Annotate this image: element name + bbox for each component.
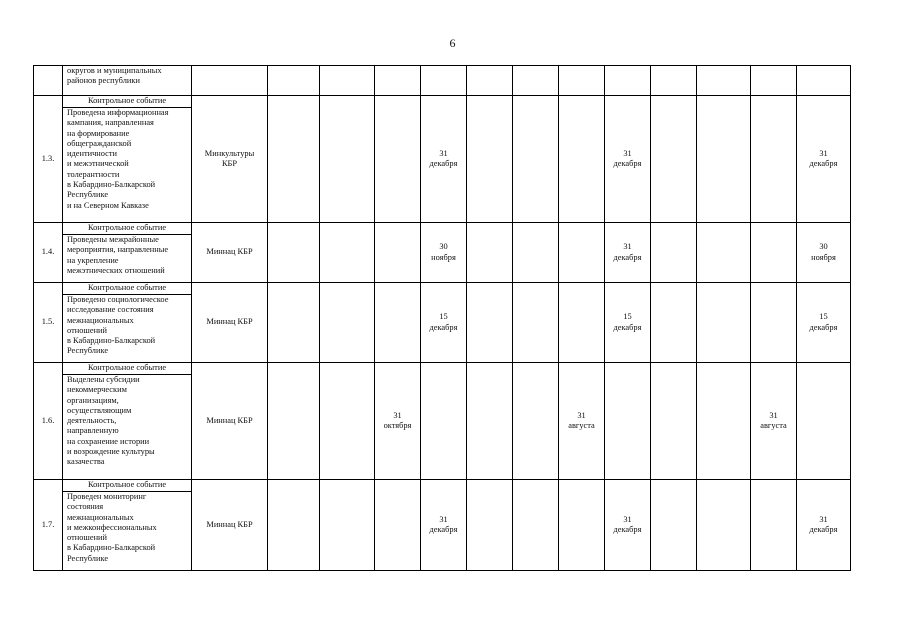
date-day: 31 [439,514,448,524]
event-text-cell: Выделены субсидии некоммерческим организациям, осуществляющим деятельность, направленную на сохранение истории и возрождение культуры казачества [63,375,192,480]
date-day: 31 [393,410,402,420]
row-number-cell: 1.6. [34,363,63,480]
empty-cell [513,66,559,96]
date-cell [797,480,851,571]
event-text-cell: Проведен мониторинг состояния межнациональных и межконфессиональных отношений в Кабардино-Балкарской Республике [63,492,192,571]
empty-cell [467,66,513,96]
date-cell [605,223,651,283]
event-text-cell: Проведены межрайонные мероприятия, направленные на укрепление межэтнических отношений [63,235,192,283]
date-cell [421,480,467,571]
executor-cell: Миннац КБР [192,223,268,283]
empty-cell [797,363,851,480]
date-month: декабря [429,159,458,168]
date-day: 31 [623,242,632,252]
empty-cell [797,66,851,96]
date-cell [605,96,651,223]
empty-cell [320,96,375,223]
date-month: декабря [809,322,838,332]
empty-cell [697,96,751,223]
date-cell [797,96,851,223]
empty-cell [559,283,605,363]
empty-cell [651,363,697,480]
date-month: декабря [429,322,458,332]
empty-cell [268,480,320,571]
date-cell [605,480,651,571]
empty-cell [751,480,797,571]
empty-cell [467,283,513,363]
empty-cell [751,283,797,363]
empty-cell [751,96,797,223]
empty-cell [651,66,697,96]
date-cell [375,363,421,480]
date-month: августа [568,421,595,430]
date-month: декабря [613,525,642,534]
date-month: октября [383,421,412,430]
empty-cell [421,66,467,96]
table-row [34,66,851,96]
empty-cell [751,223,797,283]
empty-cell [513,223,559,283]
row-number-cell: 1.4. [34,223,63,283]
table-row [34,283,851,295]
empty-cell [320,66,375,96]
empty-cell [513,480,559,571]
date-month: декабря [429,525,458,534]
empty-cell [421,363,467,480]
empty-cell [513,96,559,223]
table-row [34,480,851,492]
control-event-label: Контрольное событие [63,480,192,492]
date-day: 15 [623,312,632,322]
schedule-table [33,65,851,571]
empty-cell [697,363,751,480]
date-month: декабря [809,159,838,168]
empty-cell [268,223,320,283]
control-event-label: Контрольное событие [63,283,192,295]
executor-cell: Миннац КБР [192,363,268,480]
date-day: 31 [819,148,828,158]
empty-cell [697,283,751,363]
date-month: декабря [613,322,642,332]
empty-cell [375,283,421,363]
date-cell [421,283,467,363]
empty-cell [697,480,751,571]
event-text-cell: Проведена информационная кампания, направленная на формирование общегражданской идентичности и межэтнической толерантности в Кабардино-Балкарской Республике и на Северном Кавказе [63,108,192,223]
empty-cell [268,363,320,480]
empty-cell [192,66,268,96]
date-cell [605,283,651,363]
event-text-cell: Проведено социологическое исследование состояния межнациональных отношений в Кабардино-Балкарской Республике [63,295,192,363]
date-day: 30 [439,242,448,252]
date-day: 31 [769,410,778,420]
empty-cell [697,223,751,283]
control-event-label: Контрольное событие [63,363,192,375]
executor-cell: Минкультуры КБР [192,96,268,223]
empty-cell [268,96,320,223]
empty-cell [375,66,421,96]
empty-cell [320,283,375,363]
empty-cell [697,66,751,96]
row-number-cell: 1.7. [34,480,63,571]
date-month: ноября [811,252,836,262]
date-day: 31 [623,514,632,524]
date-cell [559,363,605,480]
date-cell [797,283,851,363]
empty-cell [320,223,375,283]
empty-cell [375,96,421,223]
empty-cell [513,283,559,363]
row-number-cell: 1.5. [34,283,63,363]
page-number: 6 [449,36,456,50]
date-cell [421,223,467,283]
event-text-cell: округов и муниципальных районов республики [63,66,192,96]
date-day: 31 [577,410,586,420]
empty-cell [467,480,513,571]
date-month: декабря [613,252,642,262]
empty-cell [651,223,697,283]
empty-cell [513,363,559,480]
empty-cell [651,480,697,571]
empty-cell [651,96,697,223]
empty-cell [320,363,375,480]
date-day: 15 [439,312,448,322]
date-cell [751,363,797,480]
date-day: 31 [623,148,632,158]
date-day: 30 [819,242,828,252]
empty-cell [559,480,605,571]
date-month: декабря [613,159,642,168]
table-row [34,363,851,375]
date-day: 31 [439,148,448,158]
empty-cell [559,96,605,223]
empty-cell [375,223,421,283]
empty-cell [751,66,797,96]
control-event-label: Контрольное событие [63,223,192,235]
empty-cell [605,363,651,480]
empty-cell [320,480,375,571]
empty-cell [467,363,513,480]
empty-cell [467,223,513,283]
date-day: 15 [819,312,828,322]
empty-cell [559,223,605,283]
date-month: декабря [809,525,838,534]
table-row [34,223,851,235]
date-month: августа [760,421,787,430]
empty-cell [375,480,421,571]
table-row [34,96,851,108]
empty-cell [605,66,651,96]
executor-cell: Миннац КБР [192,480,268,571]
date-day: 31 [819,514,828,524]
control-event-label: Контрольное событие [63,96,192,108]
empty-cell [268,66,320,96]
date-month: ноября [431,252,456,262]
executor-cell: Миннац КБР [192,283,268,363]
date-cell [797,223,851,283]
date-cell [421,96,467,223]
empty-cell [268,283,320,363]
row-number-cell: 1.3. [34,96,63,223]
empty-cell [467,96,513,223]
empty-cell [651,283,697,363]
empty-cell [559,66,605,96]
row-number-cell [34,66,63,96]
